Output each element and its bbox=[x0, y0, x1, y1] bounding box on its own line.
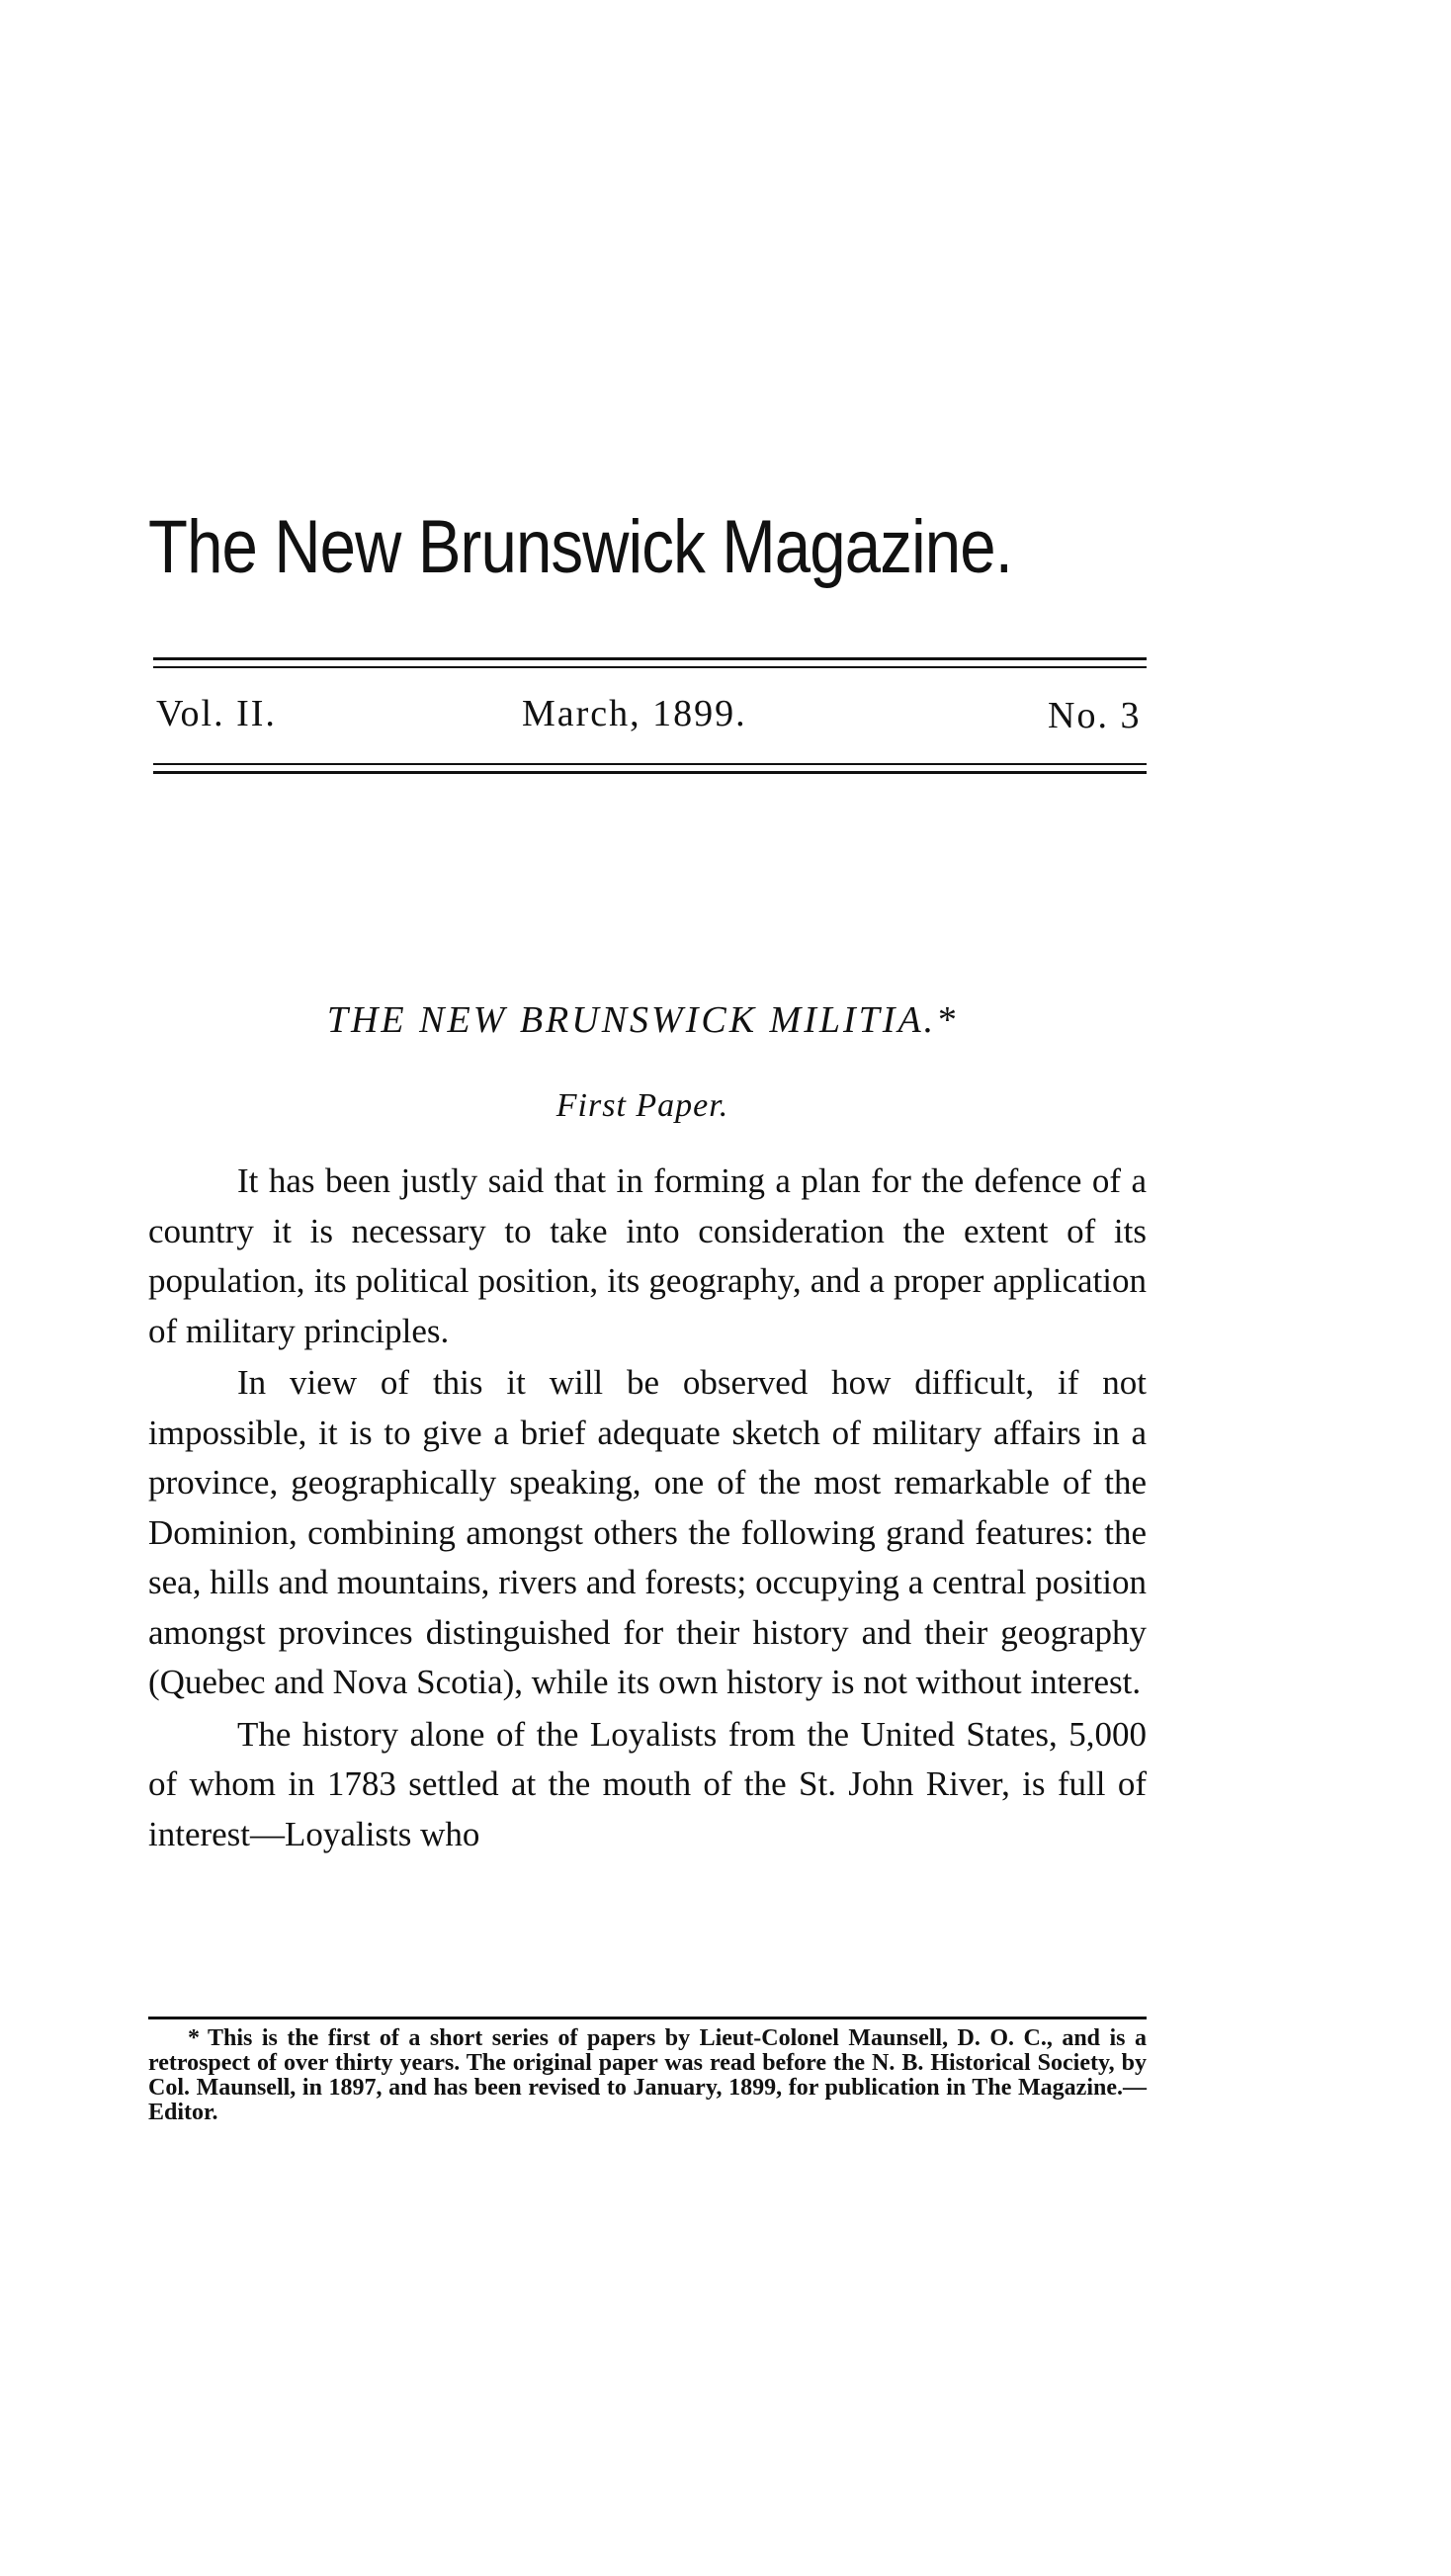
rule-line bbox=[153, 666, 1147, 668]
issue-double-rule bbox=[153, 763, 1147, 780]
footnote: * This is the first of a short series of papers by Lieut-Colonel Maunsell, D. O. C., and is a retrospect of over thirty years. The original paper was read before the N. B. Historical Society, by Col. Maunsell, in 1897, and has been revised to January, 1899, for publication in The Magazine.—Editor. bbox=[148, 2025, 1147, 2125]
body-paragraph: In view of this it will be observed how difficult, if not impossible, it is to give a brief adequate sketch of military affairs in a province, geographically speaking, one of the most remarkable of the Dominion, combining amongst others the following grand features: the sea, hills and mountains, rivers and forests; occupying a central position amongst provinces distinguished for their history and their geography (Quebec and Nova Scotia), while its own history is not without interest. bbox=[148, 1363, 1147, 1701]
footnote-divider bbox=[148, 2017, 1147, 2019]
issue-date: March, 1899. bbox=[522, 693, 747, 734]
body-paragraph: It has been justly said that in forming a plan for the defence of a country it is necessary to take into consideration the extent of its population, its political position, its geography, and a proper application of military principles. bbox=[148, 1161, 1147, 1350]
article-title: THE NEW BRUNSWICK MILITIA.* bbox=[326, 999, 959, 1041]
issue-number: No. 3 bbox=[1048, 695, 1142, 736]
footnote-text: This is the first of a short series of papers by Lieut-Colonel Maunsell, D. O. C., and is a retrospect of over thirty years. The original paper was read before the N. B. Historical Society, by Col. Maunsell, in 1897, and has been revised to January, 1899, for publication in The Magazine.—Editor. bbox=[148, 2025, 1147, 2125]
volume-label: Vol. II. bbox=[156, 693, 277, 734]
rule-line bbox=[153, 771, 1147, 774]
article-subtitle: First Paper. bbox=[555, 1087, 729, 1124]
issue-line bbox=[156, 692, 1154, 751]
masthead-double-rule bbox=[153, 657, 1147, 674]
rule-line bbox=[153, 763, 1147, 765]
magazine-masthead: The New Brunswick Magazine. bbox=[148, 505, 1013, 589]
article-body bbox=[148, 1157, 1147, 1861]
rule-line bbox=[153, 657, 1147, 660]
body-paragraph: The history alone of the Loyalists from the United States, 5,000 of whom in 1783 settled at the mouth of the St. John River, is full of interest—Loyalists who bbox=[148, 1714, 1147, 1853]
